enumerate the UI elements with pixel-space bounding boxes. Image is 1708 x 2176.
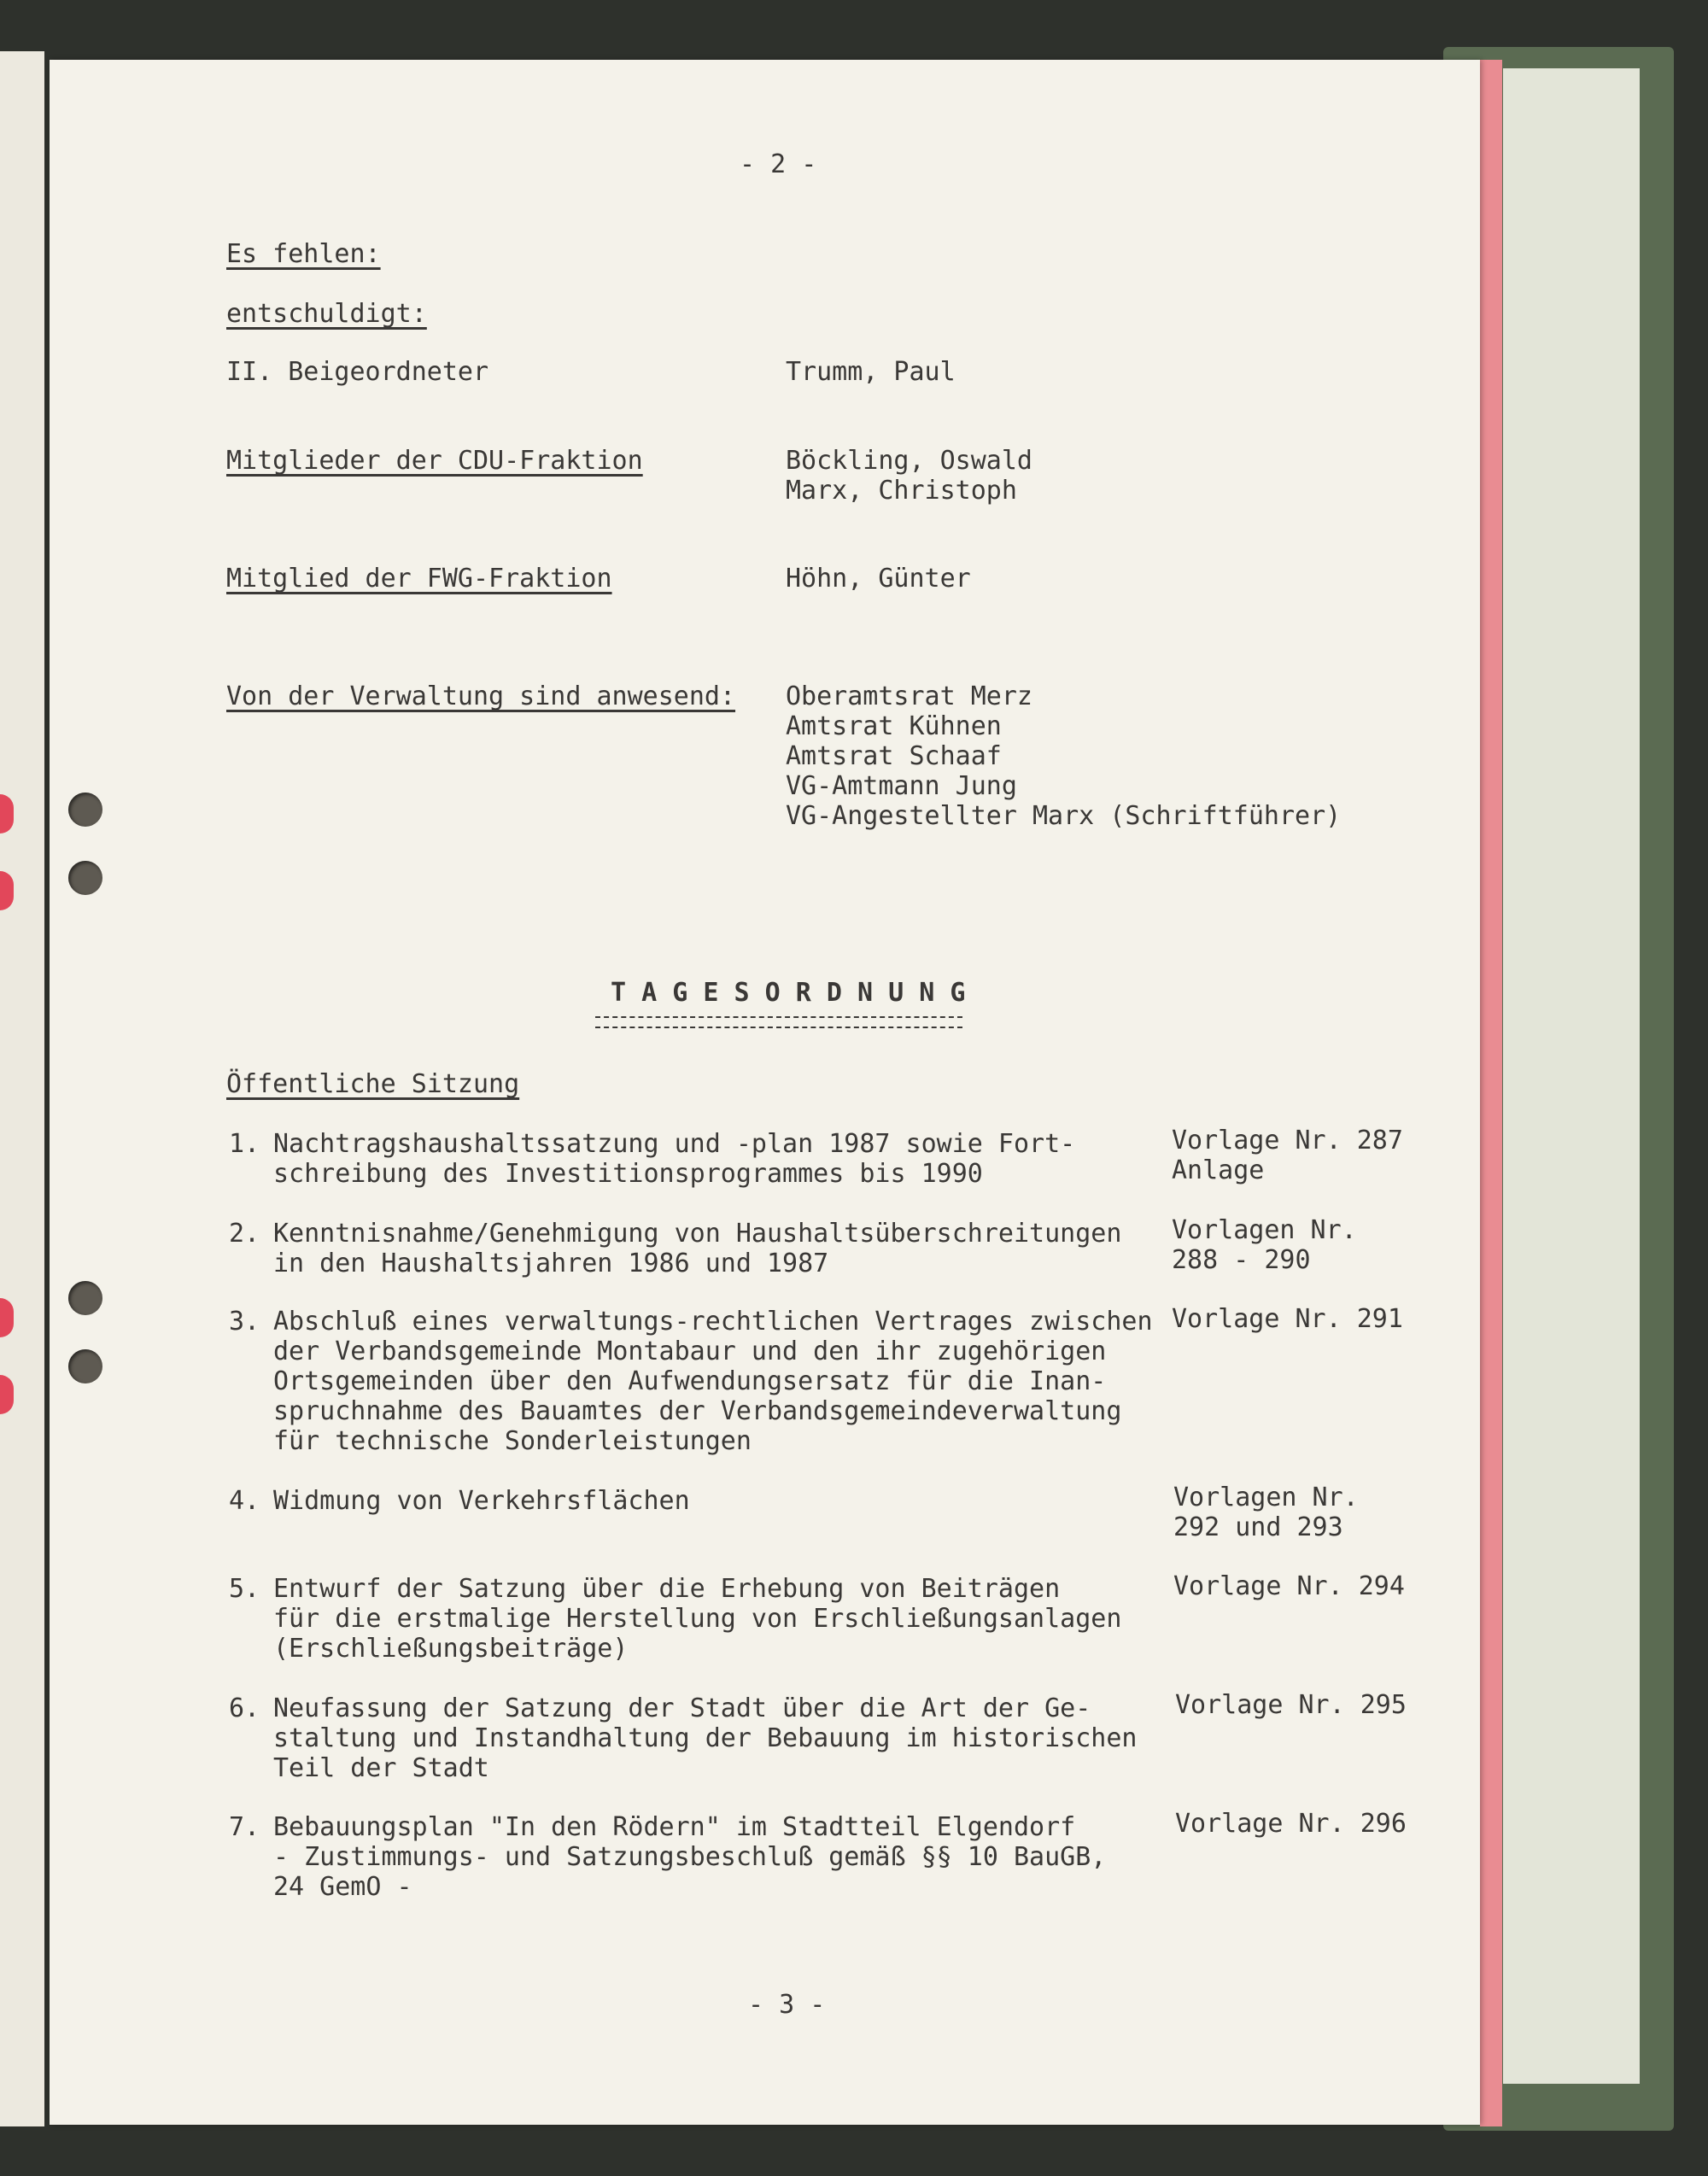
agenda-item-number: 4. xyxy=(229,1486,260,1516)
agenda-item-reference: Vorlagen Nr. xyxy=(1172,1215,1357,1245)
agenda-item-reference: Vorlage Nr. 295 xyxy=(1175,1690,1407,1720)
agenda-item-line: der Verbandsgemeinde Montabaur und den ihr zugehörigen xyxy=(273,1337,1107,1366)
agenda-item-reference: Vorlage Nr. 296 xyxy=(1175,1809,1407,1839)
absent-name: Trumm, Paul xyxy=(786,357,956,387)
agenda-section-heading: Öffentliche Sitzung xyxy=(226,1069,520,1099)
agenda-item-line: Teil der Stadt xyxy=(273,1753,489,1783)
agenda-item-reference: Anlage xyxy=(1172,1155,1265,1185)
punch-hole xyxy=(68,793,102,827)
agenda-item-line: spruchnahme des Bauamtes der Verbandsgemeindeverwaltung xyxy=(273,1396,1122,1426)
absent-name: Amtsrat Schaaf xyxy=(786,741,1002,771)
absent-role: Mitglied der FWG-Fraktion xyxy=(226,564,612,594)
pink-tab xyxy=(0,1375,14,1414)
absent-name: Marx, Christoph xyxy=(786,476,1017,506)
agenda-item-reference: Vorlagen Nr. xyxy=(1173,1483,1359,1512)
agenda-item-reference: Vorlage Nr. 287 xyxy=(1172,1126,1403,1155)
agenda-item-reference: 292 und 293 xyxy=(1173,1512,1343,1542)
left-page-edge xyxy=(0,51,44,2126)
agenda-item-line: Abschluß eines verwaltungs-rechtlichen Vertrages zwischen xyxy=(273,1307,1153,1337)
agenda-item-line: Nachtragshaushaltssatzung und -plan 1987 sowie Fort- xyxy=(273,1129,1076,1159)
agenda-title: T A G E S O R D N U N G xyxy=(611,978,966,1008)
agenda-item-reference: Vorlage Nr. 294 xyxy=(1173,1571,1405,1601)
agenda-item-line: Ortsgemeinden über den Aufwendungsersatz für die Inan- xyxy=(273,1366,1107,1396)
agenda-item-line: in den Haushaltsjahren 1986 und 1987 xyxy=(273,1249,829,1278)
agenda-item-line: Bebauungsplan "In den Rödern" im Stadtteil Elgendorf xyxy=(273,1812,1076,1842)
agenda-item-line: schreibung des Investitionsprogrammes bis 1990 xyxy=(273,1159,983,1189)
agenda-item-number: 2. xyxy=(229,1219,260,1249)
absent-name: VG-Amtmann Jung xyxy=(786,771,1017,801)
pink-tab xyxy=(0,871,14,910)
agenda-item-line: 24 GemO - xyxy=(273,1872,412,1902)
binder-inner-page xyxy=(1503,68,1640,2084)
agenda-item-line: staltung und Instandhaltung der Bebauung im historischen xyxy=(273,1723,1138,1753)
agenda-item-line: für technische Sonderleistungen xyxy=(273,1426,752,1456)
agenda-item-number: 3. xyxy=(229,1307,260,1337)
pink-tab xyxy=(0,1298,14,1337)
absent-heading: Es fehlen: xyxy=(226,239,381,269)
punch-hole xyxy=(68,1349,102,1383)
agenda-item-reference: Vorlage Nr. 291 xyxy=(1172,1304,1403,1334)
title-double-underline xyxy=(595,1016,962,1028)
agenda-item-line: Widmung von Verkehrsflächen xyxy=(273,1486,690,1516)
absent-role: Mitglieder der CDU-Fraktion xyxy=(226,446,643,476)
agenda-item-line: - Zustimmungs- und Satzungsbeschluß gemäß §§ 10 BauGB, xyxy=(273,1842,1107,1872)
agenda-item-reference: 288 - 290 xyxy=(1172,1245,1311,1275)
absent-name: Böckling, Oswald xyxy=(786,446,1032,476)
page-number-top: - 2 - xyxy=(740,149,817,179)
absent-role: Von der Verwaltung sind anwesend: xyxy=(226,681,736,711)
agenda-item-number: 7. xyxy=(229,1812,260,1842)
pink-page-edge xyxy=(1480,60,1502,2126)
agenda-item-line: (Erschließungsbeiträge) xyxy=(273,1634,629,1664)
agenda-item-number: 5. xyxy=(229,1574,260,1604)
absent-name: Oberamtsrat Merz xyxy=(786,681,1032,711)
absent-name: VG-Angestellter Marx (Schriftführer) xyxy=(786,801,1342,831)
agenda-item-line: Kenntnisnahme/Genehmigung von Haushaltsüberschreitungen xyxy=(273,1219,1122,1249)
agenda-item-line: für die erstmalige Herstellung von Erschließungsanlagen xyxy=(273,1604,1122,1634)
absent-name: Amtsrat Kühnen xyxy=(786,711,1002,741)
page-number-bottom: - 3 - xyxy=(748,1990,826,2020)
punch-hole xyxy=(68,861,102,895)
punch-hole xyxy=(68,1281,102,1315)
pink-tab xyxy=(0,794,14,834)
agenda-item-number: 1. xyxy=(229,1129,260,1159)
agenda-item-line: Neufassung der Satzung der Stadt über die Art der Ge- xyxy=(273,1693,1091,1723)
excused-label: entschuldigt: xyxy=(226,299,427,329)
agenda-item-number: 6. xyxy=(229,1693,260,1723)
absent-name: Höhn, Günter xyxy=(786,564,971,594)
absent-role: II. Beigeordneter xyxy=(226,357,489,387)
agenda-item-line: Entwurf der Satzung über die Erhebung von Beiträgen xyxy=(273,1574,1061,1604)
